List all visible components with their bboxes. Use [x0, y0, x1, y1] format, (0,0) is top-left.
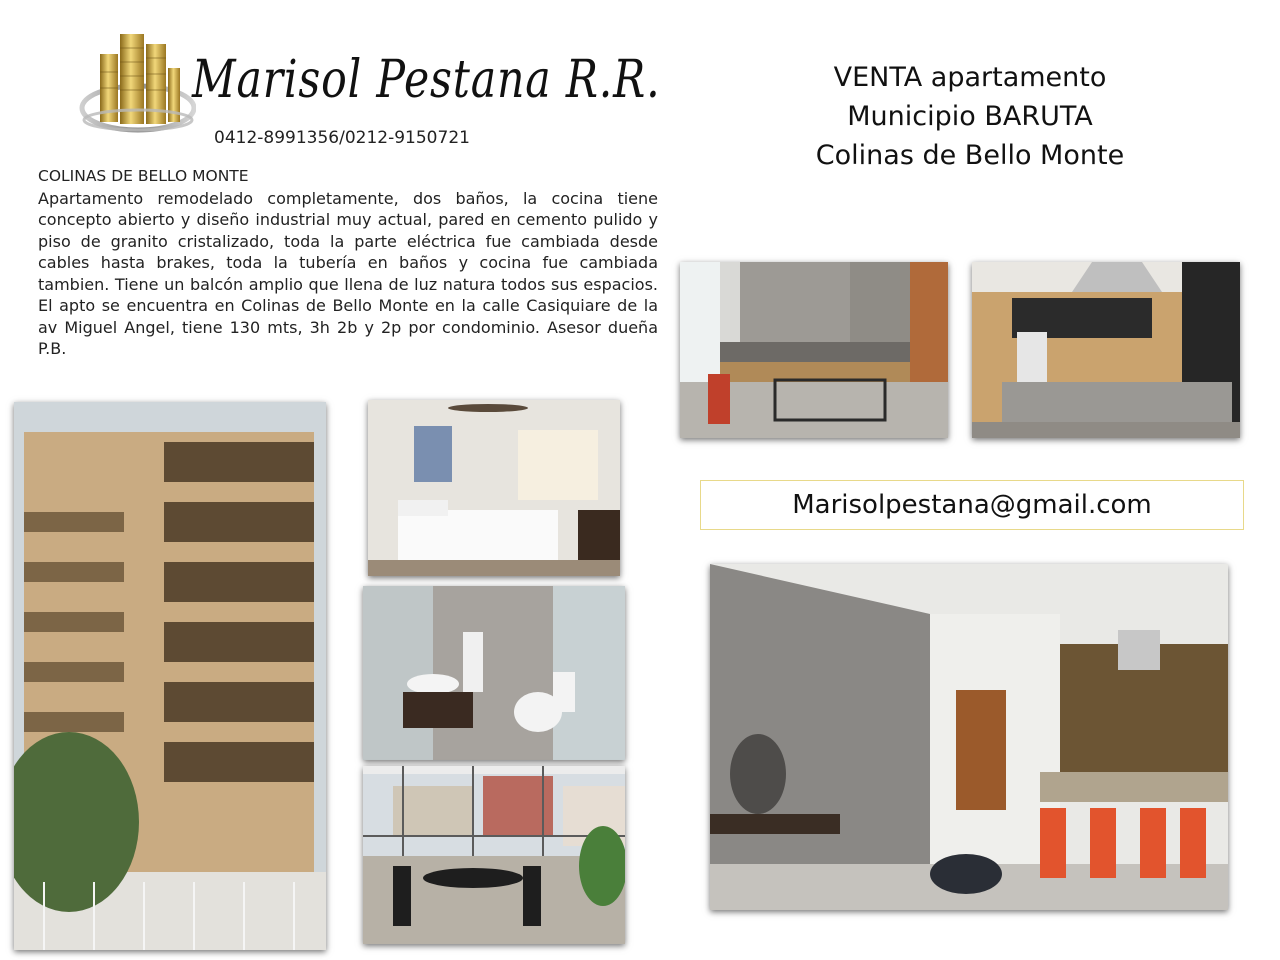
listing-description-block: [38, 166, 658, 360]
headline-line-1: VENTA apartamento: [833, 62, 1107, 93]
headline-line-3: Colinas de Bello Monte: [815, 140, 1125, 171]
photo-kitchen-1: [680, 262, 948, 438]
photo-living: [710, 564, 1228, 910]
photo-kitchen-2: [972, 262, 1240, 438]
listing-description: Apartamento remodelado completamente, dos baños, la cocina tiene concepto abierto y diseño industrial muy actual, pared en cemento pulido y piso de granito cristalizado, toda la parte eléctrica fue cambiada desde cables hasta brakes, toda la tubería en baños y cocina fue cambiada tambien. Tiene un balcón amplio que llena de luz natura todos sus espacios. El apto se encuentra en Colinas de Bello Monte en la calle Casiquiare de la av Miguel Angel, tiene 130 mts, 3h 2b y 2p por condominio. Asesor dueña P.B.: [38, 188, 658, 358]
headline: [760, 58, 1180, 175]
headline-line-2: Municipio BARUTA: [847, 101, 1093, 132]
photo-balcony: [363, 766, 625, 944]
logo-building-icon: [78, 28, 196, 134]
photo-bedroom: [368, 400, 620, 576]
brand-phone: 0412-8991356/0212-9150721: [214, 128, 470, 148]
contact-email[interactable]: Marisolpestana@gmail.com: [700, 480, 1244, 530]
photo-building: [14, 402, 326, 950]
photo-bathroom: [363, 586, 625, 760]
brand-name: Marisol Pestana R.R.: [192, 50, 661, 110]
listing-title: COLINAS DE BELLO MONTE: [38, 167, 249, 185]
